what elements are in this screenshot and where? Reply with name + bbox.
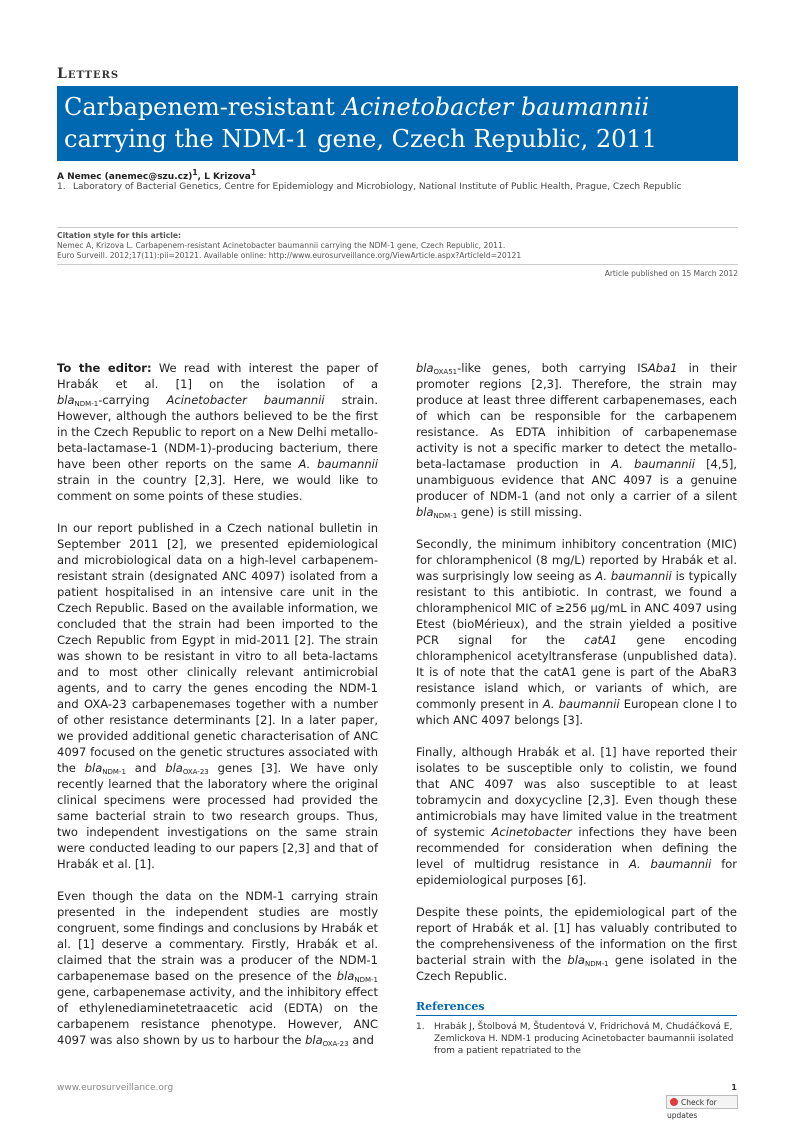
check-for-updates-button[interactable]: Check for updates <box>666 1095 738 1109</box>
divider <box>57 264 738 265</box>
body-column-left <box>57 360 378 1064</box>
author-email-link[interactable]: A Nemec (anemec@szu.cz) <box>57 172 193 182</box>
authors: A Nemec (anemec@szu.cz)$^1$, L Krizova$^1$ <box>57 168 257 182</box>
references-heading: References <box>416 1000 485 1013</box>
article-title: Carbapenem-resistant Acinetobacter baumannii carrying the NDM-1 gene, Czech Republic, 2011 <box>64 93 657 153</box>
author-name: L Krizova <box>204 172 251 182</box>
published-date: Article published on 15 March 2012 <box>604 269 738 278</box>
title-banner <box>57 86 738 161</box>
citation-block <box>57 231 521 261</box>
page-number: 1 <box>731 1083 737 1092</box>
crossmark-icon <box>670 1098 678 1106</box>
paragraph: Even though the data on the NDM-1 carrying strain presented in the independent studies are mostly congruent, some findings and conclusions by Hrabák et al. [1] deserve a commentary. Firstly, Hrabák et al. claimed that the strain was a producer of the NDM-1 carbapenemase based on the presence of the bla$_{NDM-1}$ gene, carbapenemase activity, and the inhibitory effect of ethylenediaminetetraacetic acid (EDTA) on the carbapenem resistance phenotype. However, ANC 4097 was also shown by us to harbour the bla$_{OXA-23}$ and <box>57 889 378 1048</box>
paragraph: Finally, although Hrabák et al. [1] have reported their isolates to be susceptible only to colistin, we found that ANC 4097 was also susceptible to at least tobramycin and doxycycline [2,3]. Even though these antimicrobials may have limited value in the treatment of systemic Acinetobacter infections they have been recommended for consideration when defining the level of multidrug resistance in A. baumannii for epidemiological purposes [6]. <box>416 745 738 887</box>
references-divider <box>416 1015 737 1016</box>
divider <box>57 227 738 228</box>
paragraph: In our report published in a Czech national bulletin in September 2011 [2], we presented epidemiological and microbiological data on a high-level carbapenem-resistant strain (designated ANC 4097) isolated from a patient hospitalised in an intensive care unit in the Czech Republic. Based on the available information, we concluded that the strain had been imported to the Czech Republic from Egypt in mid-2011 [2]. The strain was shown to be resistant in vitro to all beta-lactams and to most other clinically relevant antimicrobial agents, and to carry the genes encoding the NDM-1 and OXA-23 carbapenemases together with a number of other resistance determinants [2]. In a later paper, we provided additional genetic characterisation of ANC 4097 focused on the genetic structures associated with the bla$_{NDM-1}$ and bla$_{OXA-23}$ genes [3]. We have only recently learned that the laboratory where the original clinical specimens were processed had provided the same bacterial strain to two research groups. Thus, two independent investigations on the same strain were conducted leading to our papers [2,3] and that of Hrabák et al. [1]. <box>57 521 378 871</box>
section-label: Letters <box>57 66 120 82</box>
paragraph: Despite these points, the epidemiological part of the report of Hrabák et al. [1] has valuably contributed to the comprehensiveness of the information on the first bacterial strain with the bla$_{NDM-1}$ gene isolated in the Czech Republic. <box>416 905 737 983</box>
footer-url-link[interactable]: www.eurosurveillance.org <box>57 1083 174 1093</box>
body-column-right <box>416 360 737 1000</box>
citation-heading: Citation style for this article: <box>57 231 182 240</box>
affiliation: 1. Laboratory of Bacterial Genetics, Centre for Epidemiology and Microbiology, National Institute of Public Health, Prague, Czech Republic <box>57 182 682 192</box>
reference-item: 1. Hrabák J, Štolbová M, Študentová V, Fridrichová M, Chudáčková E, Zemlickova H. NDM-1 producing Acinetobacter baumannii isolated from a patient repatriated to the <box>416 1022 734 1056</box>
paragraph: To the editor: We read with interest the paper of Hrabák et al. [1] on the isolation of a bla$_{NDM-1}$-carrying Acinetobacter baumannii strain. However, although the authors believed to be the first in the Czech Republic to report on a New Delhi metallo-beta-lactamase-1 (NDM-1)-producing bacterium, there have been other reports on the same A. baumannii strain in the country [2,3]. Here, we would like to comment on some points of these studies. <box>57 361 379 503</box>
citation-link[interactable]: Euro Surveill. 2012;17(11):pii=20121. Available online: http://www.eurosurveillance.org/ViewArticle.aspx?ArticleId=20121 <box>57 251 522 260</box>
paragraph: bla$_{OXA51}$-like genes, both carrying ISAba1 in their promoter regions [2,3]. Therefore, the strain may produce at least three different carbapenemases, each of which can be responsible for the carbapenem resistance. As EDTA inhibition of carbapenemase activity is not a specific marker to detect the metallo-beta-lactamase production in A. baumannii [4,5], unambiguous evidence that ANC 4097 is a genuine producer of NDM-1 (and not only a carrier of a silent bla$_{NDM-1}$ gene) is still missing. <box>416 361 737 520</box>
paragraph: Secondly, the minimum inhibitory concentration (MIC) for chloramphenicol (8 mg/L) reported by Hrabák et al. was surprisingly low seeing as A. baumannii is typically resistant to this antibiotic. In contrast, we found a chloramphenicol MIC of ≥256 µg/mL in ANC 4097 using Etest (bioMérieux), and the strain yielded a positive PCR signal for the catA1 gene encoding chloramphenicol acetyltransferase (unpublished data). It is of note that the catA1 gene is part of the AbaR3 resistance island which, or variants of which, are commonly present in A. baumannii European clone I to which ANC 4097 belongs [3]. <box>416 537 738 727</box>
citation-line: Nemec A, Krizova L. Carbapenem-resistant Acinetobacter baumannii carrying the NDM-1 gene, Czech Republic, 2011. <box>57 241 506 250</box>
